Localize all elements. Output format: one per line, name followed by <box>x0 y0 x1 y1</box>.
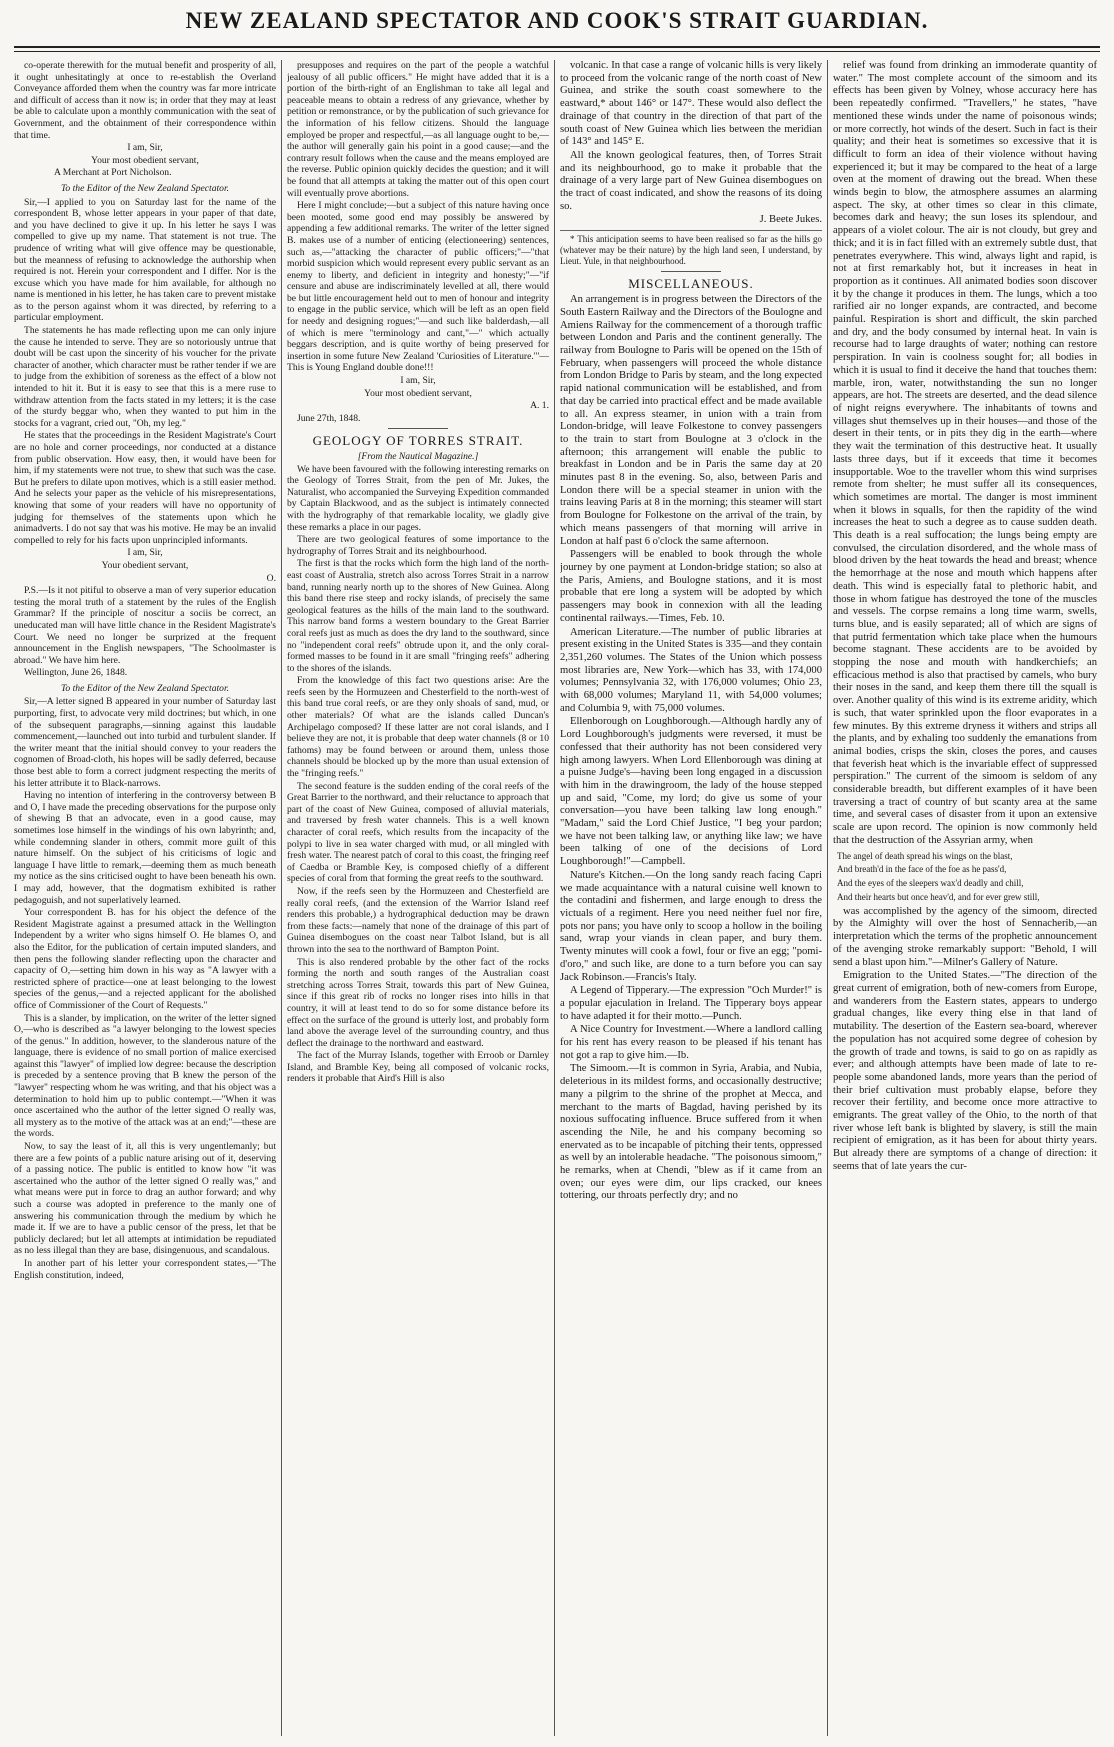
paragraph: Your correspondent B. has for his object the defence of the Resident Magistrate against a presumed attack in the Wellington Independent by a writer who signs himself O. He blames O, and also the Editor, for the publication of certain imputed slanders, and then pens the following slander reflecting upon the character and capacity of O,—setting him down in his way as "A lawyer with a restricted sphere of practice—one at least belonging to the lowest species of the genus,—and a rejected applicant for the abolished office of Commissioner of the Court of Requests." <box>14 907 276 1011</box>
masthead-rule-thin <box>14 51 1100 52</box>
column-divider <box>281 60 282 1736</box>
paragraph: The fact of the Murray Islands, together with Erroob or Darnley Island, and Bramble Key, being all composed of volcanic rocks, renders it probable that Aird's Hill is also <box>287 1050 549 1085</box>
section-heading: GEOLOGY OF TORRES STRAIT. <box>312 433 524 449</box>
column-4 <box>833 60 1097 1740</box>
verse-line: And their hearts but once heav'd, and for ever grew still, <box>837 891 1040 902</box>
paragraph: The first is that the rocks which form the high land of the north-east coast of Australia, stretch also across Torres Strait in a narrow band, running nearly north up to the shores of New Guinea. Along this band there rise steep and rocky islands, of precisely the same geological features as the hills of the main land to the southward. This narrow band forms a western boundary to the Great Barrier coral reefs just as much as does the dry land to the southward, since no "independent coral reefs" obtrude upon it, and the only coral-formed masses to be found in it are small "fringing reefs" adhering to the shores of the islands. <box>287 558 549 674</box>
paragraph: Now, to say the least of it, all this is very ungentlemanly; but there are a few points of a public nature arising out of it, deserving of a passing notice. The public is entitled to know how "it was ascertained who the author of the letter signed O really was," and what means were put in force to drag an author forward; and why such a course was adopted in preference to the manly one of answering his communication through the medium by which he made it. If we are to have a public censor of the press, let that be publicly declared; but let all attempts at intimidation be repudiated as no less illegal than they are base, disingenuous, and scandalous. <box>14 1141 276 1257</box>
verse-line: And the eyes of the sleepers wax'd deadly and chill, <box>837 878 1024 889</box>
paragraph: The second feature is the sudden ending of the coral reefs of the Great Barrier to the northward, and their reluctance to approach that part of the coast of New Guinea, composed of alluvial materials, and traversed by fresh water channels. This is a well known character of coral reefs, which results from the incapacity of the polypi to live in sea water charged with mud, or all mingled with fresh water. The nearest patch of coral to this coast, the fringing reef of Caedba or Bramble Key, is composed chiefly of a different species of coral from that forming the great reefs to the southward. <box>287 780 549 885</box>
paragraph: A Nice Country for Investment.—Where a landlord calling for his rent has every reason to be pleased if his tenant has not got a rap to give him.—Ib. <box>560 1024 822 1061</box>
paragraph: We have been favoured with the following interesting remarks on the Geology of Torres Strait, from the pen of Mr. Jukes, the Naturalist, who accompanied the Surveying Expedition commanded by Captain Blackwood, and as the subject is intimately connected with the hydrography of that remarkable locality, we gladly give these remarks a place in our pages. <box>287 463 549 533</box>
paragraph: All the known geological features, then, of Torres Strait and its neighbourhood, go to make it probable that the drainage of a very large part of New Guinea disembogues on the tract of coast indicated, and show the reasons of its doing so. <box>560 149 822 212</box>
paragraph: Sir,—A letter signed B appeared in your number of Saturday last purporting, first, to advocate very mild doctrines; but which, in one of the subsequent paragraphs,—sinning against this laudable commencement,—launched out into turbid and turbulent slander. If the writer meant that the initial should convey to your readers the cognomen of Broad-cloth, his hopes will be sadly deferred, because those best able to form a correct judgment respecting the merits of his letter attribute it to Black-narrows. <box>14 696 276 789</box>
paragraph: P.S.—Is it not pitiful to observe a man of very superior education testing the moral truth of a statement by the rules of the English Grammar? If the principle of noscitur a sociis be correct, an uneducated man will have little chance in the Resident Magistrate's Court. We need no longer be surprized at the frequent announcement in the English newspapers, "The Schoolmaster is abroad." We have him here. <box>14 585 276 666</box>
paragraph: This is a slander, by implication, on the writer of the letter signed O,—who is described as "a lawyer belonging to the lowest species of the genus." In addition, however, to the slanderous nature of the language, there is evidence of no small portion of malice exercised against this "lawyer" of implied low degree: because the description is preceded by a sentence proving that B knew the person of the "lawyer" respecting whom he was writing, and that his object was a determination to hold him up to public contempt.—"When it was once ascertained who the author of the letter signed O really was, all mystery as to the motive of the attack was at an end;"—these are the words. <box>14 1012 276 1140</box>
paragraph: Ellenborough on Loughborough.—Although hardly any of Lord Loughborough's judgments were reversed, it must be confessed that their authority has not been considered very high among lawyers. When Lord Ellenborough was dining at a puisne Judge's—having been long engaged in a discussion with him in the drawingroom, the lady of the house stepped up and said, "Come, my lord; do give us some of your conversation—you have been talking law long enough." "Madam," said the Lord Chief Justice, "I beg your pardon; we have not been talking law, or anything like law; we have been talking of one of the decisions of Lord Loughborough!"—Campbell. <box>560 716 822 868</box>
paragraph: A Legend of Tipperary.—The expression "Och Murder!" is a popular ejaculation in Ireland. The Tipperary boys appear to have adapted it for their motto.—Punch. <box>560 985 822 1022</box>
dateline: Wellington, June 26, 1848. <box>24 667 128 679</box>
masthead-title: NEW ZEALAND SPECTATOR AND COOK'S STRAIT GUARDIAN. <box>185 8 929 33</box>
source-note: [From the Nautical Magazine.] <box>357 451 479 462</box>
closing-line: I am, Sir, <box>400 375 436 387</box>
paragraph: was accomplished by the agency of the simoom, directed by the Almighty will over the host of Sennacherib,—an interpretation which the terms of the prophetic announcement of the avenging stroke remarkably support: "Behold, I will send a blast upon him."—Milner's Gallery of Nature. <box>833 905 1097 968</box>
column-2 <box>287 60 549 1740</box>
closing-line: Your obedient servant, <box>101 559 189 571</box>
paragraph: There are two geological features of some importance to the hydrography of Torres Strait and its neighbourhood. <box>287 534 549 557</box>
signature: A. 1. <box>530 400 549 412</box>
letter-heading: To the Editor of the New Zealand Spectator. <box>60 682 230 694</box>
letter-heading: To the Editor of the New Zealand Spectator. <box>60 182 230 194</box>
paragraph: The Simoom.—It is common in Syria, Arabia, and Nubia, deleterious in its mildest forms, and occasionally destructive; many a pilgrim to the shrine of the prophet at Mecca, and merchant to the marts of Bagdad, having perished by its noxious suffocating influence. Bruce suffered from it when ascending the Nile, he and his company becoming so enervated as to be incapable of pitching their tents, oppressed as well by an intolerable headache. "The poisonous simoom," he remarks, when at Chendi, "blew as if it came from an oven; our eyes were dim, our lips cracked, our knees tottering, our throats perfectly dry; and no <box>560 1063 822 1202</box>
paragraph: Now, if the reefs seen by the Hormuzeen and Chesterfield are really coral reefs, (and the extension of the Warrior Island reef renders this probable,) a hydrographical deduction may be drawn from these facts:—namely that none of the drainage of this part of Guinea disembogues on the coast near Talbot Island, but is all thrown into the sea to the northward of Bampton Point. <box>287 885 549 955</box>
signature: A Merchant at Port Nicholson. <box>54 167 172 179</box>
column-divider <box>554 60 555 1736</box>
paragraph: He states that the proceedings in the Resident Magistrate's Court are no hole and corner proceedings, nor conducted at a distance from public observation. How easy, then, it would have been for him, if my statements were not true, to shew that such was the case. But he prefers to dilate upon motives, which is a still easier method. And he selects your paper as the vehicle of his misrepresentations, knowing that some of your readers will have no opportunity of judging for themselves of the statements upon which he animadverts. I do not say that was his motive. He may be an invalid compelled to rely for his facts upon unprincipled informants. <box>14 430 276 546</box>
paragraph: In another part of his letter your correspondent states,—"The English constitution, indeed, <box>14 1257 276 1281</box>
column-divider <box>827 60 828 1736</box>
paragraph: presupposes and requires on the part of the people a watchful jealousy of all public officers." He might have added that it is a portion of the birth-right of an Englishman to take all legal and peaceable means to obtain a redress of any grievance, whether by petition or remonstrance, or by the publication of such grievance for the information of his fellow citizens. Should the language employed be proper and respectful,—as all language ought to be,—the author will generally gain his point in a good cause;—and the contrary result follows when the cause and the means employed are the reverse. Public opinion quickly decides the question; and it will be found that all attempts at taking the matter out of this open court will eventually prove abortions. <box>287 60 549 199</box>
masthead-rule <box>14 46 1100 48</box>
signature: O. <box>266 572 276 584</box>
footnote: * This anticipation seems to have been realised so far as the hills go (whatever may be their nature) by the high land seen, I understand, by Lieut. Yule, in that neighbourhood. <box>560 230 822 266</box>
paragraph: From the knowledge of this fact two questions arise: Are the reefs seen by the Hormuzeen and Chesterfield to the north-west of this band true coral reefs, or are they only shoals of sand, mud, or other materials? Of what are the islands called Duncan's Archipelago composed? If these latter are not coral islands, and I believe they are not, it is probable that deep water channels (8 or 10 fathoms) may be found between or around them, unless those channels should be blocked up by the more than usual extension of the "fringing reefs." <box>287 675 549 780</box>
section-rule <box>661 271 721 272</box>
paragraph: Nature's Kitchen.—On the long sandy reach facing Capri we made acquaintance with a natural cuisine well known to the contadini and fishermen, and large enough to dress the victuals of a regiment. Here you need neither fuel nor fire, pots nor pans; you have only to scoop a hollow in the boiling sand, wrap your viands in clean paper, and bury them. Twenty minutes will cook a fowl, four or five an egg; "pomi-d'oro," and such like, are done to a turn before you can say Jack Robinson.—Francis's Italy. <box>560 869 822 983</box>
signature: J. Beete Jukes. <box>759 214 822 226</box>
paragraph: An arrangement is in progress between the Directors of the South Eastern Railway and the Directors of the Boulogne and Amiens Railway for the commencement of a thorough traffic between London and Paris and the continent generally. The railway from Boulogne to Paris will be opened on the 15th of February, when passengers will proceed the whole distance from London Bridge to Paris by steam, and the long expected rapid national communication will be established, and from that day be carried into practical effect and be made available to all. An express steamer, in union with a train from London-bridge, will leave Folkestone to convey passengers to the train to start from Boulogne at 3 o'clock in the afternoon; this arrangement will enable the public to breakfast in London and be in Paris the same day at 20 minutes past 8 in the evening. So, also, between Paris and London there will be a special steamer in union with the trains leaving Paris at 8 in the morning; this steamer will start from Boulogne for Folkestone on the arrival of the train, by which means passengers of that morning will arrive in London at half past 6 o'clock the same afternoon. <box>560 294 822 547</box>
section-rule <box>388 428 448 429</box>
dateline: June 27th, 1848. <box>297 412 361 424</box>
paragraph: Passengers will be enabled to book through the whole journey by one payment at London-bridge station; so also at the Paris, Amiens, and Boulogne stations, and it is most probable that ere long a system will be adopted by which passengers may book in connexion with all the leading continental railways.—Times, Feb. 10. <box>560 549 822 624</box>
paragraph: volcanic. In that case a range of volcanic hills is very likely to proceed from the volcanic range of the north coast of New Guinea, and strike the south coast somewhere to the eastward,* about 146° or 147°. These would also deflect the drainage of that country in the direction of that part of the south coast of New Guinea which lies between the meridian of 143° and 145° E. <box>560 60 822 148</box>
column-1 <box>14 60 276 1740</box>
verse-line: The angel of death spread his wings on the blast, <box>837 850 1013 861</box>
paragraph: American Literature.—The number of public libraries at present existing in the United States is 335—and they contain 2,351,260 volumes. The States of the Union which possess most libraries are, New York—which has 33, with 174,000 volumes; Pennsylvania 32, with 176,000 volumes; Ohio 23, with 68,000 volumes; Maryland 11, with 54,000 volumes; and Columbia 9, with 75,000 volumes. <box>560 626 822 714</box>
section-heading: MISCELLANEOUS. <box>628 275 754 291</box>
paragraph: Having no intention of interfering in the controversy between B and O, I have made the preceding observations for the purpose only of shewing B that an advocate, even in a good cause, may sometimes lose himself in the windings of his own labyrinth; and, while condemning slander in others, commit more guilt of this nature himself. On the subject of his criticisms of logic and language I have little to remark,—deeming them as much beneath my notice as the sins criticised ought to have been beneath his own. I may add, however, that the dogmatism exhibited is rather pedagoguish, and not superlatively learned. <box>14 790 276 906</box>
paragraph: Sir,—I applied to you on Saturday last for the name of the correspondent B, whose letter appears in your paper of that date, and you have declined to give it up. In his letter he says I was compelled to give up my name. That statement is not true. The prudence of writing what will give offence may be questionable, but the meanness of refusing to acknowledge the authorship when required is not. Herein your correspondent and I differ. Nor is the excuse which you have made for him available, for although no name is mentioned in his letter, he has taken care to prevent mistake as to the person against whom it was directed, by referring to a particular employment. <box>14 196 276 324</box>
closing-line: Your most obedient servant, <box>91 154 199 166</box>
paragraph: co-operate therewith for the mutual benefit and prosperity of all, it ought unhesitatingly at once to re-establish the Overland Conveyance afforded them when the country was far more intricate and difficult of access than it now is; in order that they may at least be able to calculate upon a monthly communication with the seat of Government, and the obtainment of their correspondence within that time. <box>14 60 276 141</box>
paragraph: The statements he has made reflecting upon me can only injure the cause he intended to serve. They are so notoriously untrue that doubt will be cast upon the sincerity of his voucher for the private character of another, which character must be rather tender if we are to judge from the exhibition of soreness as the effect of a blow not intended to hit it. But it is easy to see that this is a mere ruse to withdraw attention from the facts stated in my letters; it is the case of the sturdy beggar who, when they wanted to put him in the stocks for a vagrant, cried out, "Oh, my leg." <box>14 325 276 429</box>
closing-line: I am, Sir, <box>127 547 163 559</box>
column-3 <box>560 60 822 1740</box>
closing-line: I am, Sir, <box>127 142 163 154</box>
paragraph: This is also rendered probable by the other fact of the rocks forming the north and south ranges of the Australian coast stretching across Torres Strait, towards this part of New Guinea, since if this great rib of rocks no longer rises into hills in that country, it will at least tend to do so for some distance before its effect on the surface of the ground is utterly lost, and probably form land above the average level of the surrounding country, and thus deflect the drainage to the northward and eastward. <box>287 956 549 1049</box>
paragraph: relief was found from drinking an immoderate quantity of water." The most complete account of the simoom and its effects has been given by Volney, whose accuracy here has been repeatedly confirmed. "Travellers," he states, "have mentioned these winds under the name of poisonous winds; or more correctly, hot winds of the desert. Such in fact is their quality; and their heat is sometimes so excessive that it is difficult to form an idea of their violence without having experienced it; but it may be compared to the heat of a large oven at the moment of drawing out the bread. When these winds begin to blow, the atmosphere assumes an alarming aspect. The sky, at other times so clear in this climate, becomes dark and heavy; the sun loses its splendour, and appears of a violet colour. The air is not cloudy, but grey and thick; and it is in fact filled with an extremely subtle dust, that penetrates everywhere. This wind, always light and rapid, is not at first remarkably hot, but it increases in heat in proportion as it continues. All animated bodies soon discover it by the change it produces in them. The lungs, which a too rarified air no longer expands, are contracted, and become painful. Respiration is short and difficult, the skin parched and dry, and the body consumed by internal heat. In vain is recourse had to large draughts of water; nothing can restore perspiration. In vain is coolness sought for; all bodies in which it is usual to find it deceive the hand that touches them: marble, iron, water, notwithstanding the sun no longer appears, are hot. The streets are deserted, and the dead silence of night reigns everywhere. The inhabitants of towns and villages shut themselves up in their houses—and those of the desert in their tents, or in pits they dig in the earth—where they wait the termination of this destructive heat. It usually lasts three days, but if it exceeds that time it becomes insupportable. Woe to the traveller whom this wind surprises remote from shelter; he must suffer all its consequences, which sometimes are mortal. The danger is most imminent when it blows in squalls, for then the rapidity of the wind increases the heat to such a degree as to cause sudden death. This death is a real suffocation; the lungs being empty are convulsed, the circulation disordered, and the whole mass of blood driven by the heat towards the head and breast; whence the hemorrhage at the nose and mouth which happens after death. This wind is especially fatal to plethoric habit, and those in whom fatigue has destroyed the tone of the muscles and vessels. The corpse remains a long time warm, swells, turns blue, and is easily separated; all of which are signs of that putrid fermentation which take place when the humours become stagnant. These accidents are to be avoided by stopping the nose and mouth with handkerchiefs; an efficacious method is also that practised by camels, who bury their noses in the sand, and keep them there till the squall is over. Another quality of this wind is its extreme aridity, which is such, that water sprinkled upon the floor evaporates in a few minutes. By this extreme dryness it withers and strips all the plants, and by exhaling too suddenly the emanations from animal bodies, crisps the skin, closes the pores, and causes that feverish heat which is the invariable effect of suppressed perspiration." The current of the simoom is seldom of any considerable breadth, but different examples of it have been traversing a tract of country of but scanty area at the same time, and several cases of disaster from it upon an extensive scale are upon record. The opinion is now commonly held that the destruction of the Assyrian army, when <box>833 60 1097 846</box>
verse-line: And breath'd in the face of the foe as he pass'd, <box>837 864 1007 875</box>
paragraph: Emigration to the United States.—"The direction of the great current of emigration, both of new-comers from Europe, and wanderers from the Eastern states, appears to undergo gradual changes, like every thing else in that land of mutability. The desertion of the Eastern sea-board, wherever the population has not acquired some degree of cohesion by the growth of trade and towns, is said to go on as rapidly as ever; and although attempts have been made of late to re-people some abandoned lands, more years than the period of their brief cultivation must probably elapse, before they recover their fertility, and become once more attractive to emigrants. The great valley of the Ohio, to the north of that river whose left bank is blighted by slavery, is still the main recipient of emigration, as it has been for about thirty years. But already there are symptoms of a change of direction: it seems that of late years the cur- <box>833 970 1097 1172</box>
closing-line: Your most obedient servant, <box>364 387 472 399</box>
paragraph: Here I might conclude;—but a subject of this nature having once been mooted, some good end may possibly be answered by appending a few additional remarks. The writer of the letter signed B. makes use of a number of enticing (electioneering) sentences, such as,—"attacking the character of public officers;"—"that morbid suspicion which would represent every public servant as an enemy to liberty, and deficient in integrity and honesty;"—"if censure and abuse are indiscriminately levelled at all, there would be but little encouragement held out to men of honour and integrity to engage in the public service, which will be left as an open field for needy and designing rogues;"—and such like balderdash,—all of which is mere "terminology and cant,"—" which actually beggars description, and is quite worthy of being preserved for insertion in some future New Zealand 'Curiosities of Literature.'"—This is Young England double done!!! <box>287 200 549 374</box>
